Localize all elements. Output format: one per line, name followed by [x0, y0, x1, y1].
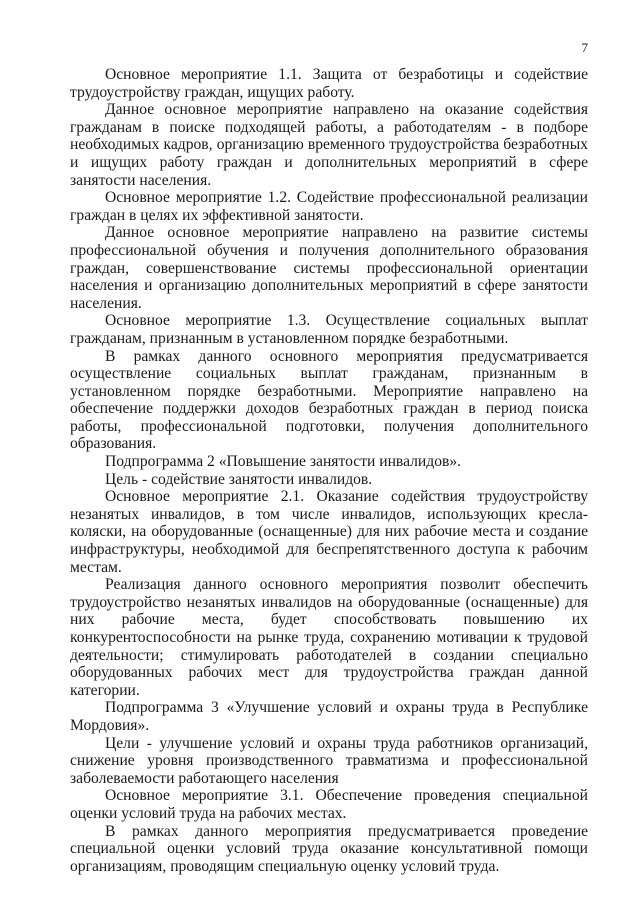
- paragraph-measure-1-2: Основное мероприятие 1.2. Содействие профессиональной реализации граждан в целях их эффективной занятости.: [70, 189, 588, 224]
- paragraph-measure-1-3-description: В рамках данного основного мероприятия предусматривается осуществление социальных выплат гражданам, признанным в установленном порядке безработными. Мероприятие направлено на обеспечение поддержки доходов безработных граждан в период поиска работы, профессиональной подготовки, получения дополнительного образования.: [70, 347, 588, 453]
- paragraph-measure-3-1: Основное мероприятие 3.1. Обеспечение проведения специальной оценки условий труда на рабочих местах.: [70, 787, 588, 822]
- paragraph-measure-1-2-description: Данное основное мероприятие направлено на развитие системы профессиональной обучения и получения дополнительного образования граждан, совершенствование системы профессиональной ориентации населения и организацию дополнительных мероприятий в сфере занятости населения.: [70, 224, 588, 312]
- paragraph-subprogram-3: Подпрограмма 3 «Улучшение условий и охраны труда в Республике Мордовия».: [70, 699, 588, 734]
- paragraph-measure-2-1-description: Реализация данного основного мероприятия позволит обеспечить трудоустройство незанятых инвалидов на оборудованные (оснащенные) для них рабочие места, будет способствовать повышению их конкурентоспособности на рынке труда, сохранению мотивации к трудовой деятельности; стимулировать работодателей в создании специально оборудованных рабочих мест для трудоустройства граждан данной категории.: [70, 576, 588, 699]
- paragraph-subprogram-3-goals: Цели - улучшение условий и охраны труда работников организаций, снижение уровня производственного травматизма и профессиональной заболеваемости работающего населения: [70, 734, 588, 787]
- paragraph-measure-2-1: Основное мероприятие 2.1. Оказание содействия трудоустройству незанятых инвалидов, в том числе инвалидов, использующих кресла-коляски, на оборудованные (оснащенные) для них рабочие места и создание инфраструктуры, необходимой для беспрепятственного доступа к рабочим местам.: [70, 488, 588, 576]
- paragraph-subprogram-2-goal: Цель - содействие занятости инвалидов.: [105, 470, 373, 488]
- body-text: [70, 66, 588, 875]
- paragraph-subprogram-2: Подпрограмма 2 «Повышение занятости инвалидов».: [105, 453, 462, 471]
- paragraph-measure-1-1-description: Данное основное мероприятие направлено на оказание содействия гражданам в поиске подходящей работы, а работодателям - в подборе необходимых кадров, организацию временного трудоустройства безработных и ищущих работу граждан и дополнительных мероприятий в сфере занятости населения.: [70, 101, 588, 189]
- paragraph-measure-1-1: Основное мероприятие 1.1. Защита от безработицы и содействие трудоустройству граждан, ищущих работу.: [70, 66, 588, 101]
- page-number: 7: [581, 40, 588, 55]
- paragraph-measure-3-1-description: В рамках данного мероприятия предусматривается проведение специальной оценки условий труда оказание консультативной помощи организациям, проводящим специальную оценку условий труда.: [70, 822, 588, 875]
- paragraph-measure-1-3: Основное мероприятие 1.3. Осуществление социальных выплат гражданам, признанным в установленном порядке безработными.: [70, 312, 588, 347]
